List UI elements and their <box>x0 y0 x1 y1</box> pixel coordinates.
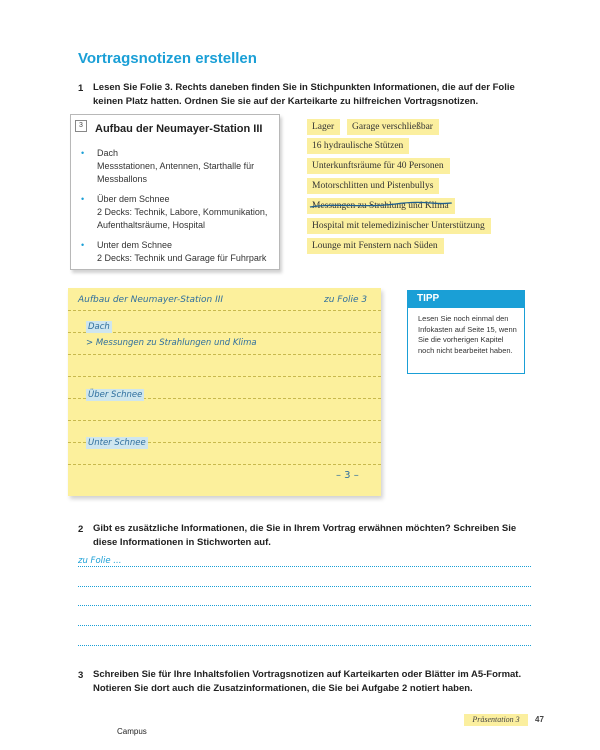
answer-line[interactable] <box>78 566 531 567</box>
task-3-number: 3 <box>78 670 84 681</box>
card-line <box>68 310 381 311</box>
task-2-text: Gibt es zusätzliche Informationen, die Sie in Ihrem Vortrag erwähnen möchten? Schreiben Sie diese Informationen in Stichworten auf. <box>93 523 517 548</box>
card-line <box>68 354 381 355</box>
info-tag-crossed <box>307 198 455 214</box>
info-tag: Garage verschließbar <box>347 119 439 135</box>
card-slide-ref: zu Folie 3 <box>324 295 368 305</box>
card-line <box>68 420 381 421</box>
answer-prefix: zu Folie ... <box>78 556 122 566</box>
bullet-icon: • <box>81 148 85 158</box>
card-page-mark: – 3 – <box>336 470 359 481</box>
card-line <box>68 332 381 333</box>
slide-item-head: Unter dem Schnee <box>97 240 173 250</box>
task-1-text: Lesen Sie Folie 3. Rechts daneben finden Sie in Stichpunkten Informationen, die auf der Folie keinen Platz hatten. Ordnen Sie sie auf der Karteikarte zu hilfreichen Vortragsnotizen. <box>93 82 515 107</box>
note-text: Über Schnee <box>88 390 143 400</box>
page-number: 47 <box>535 715 544 724</box>
slide-item-detail: 2 Decks: Technik, Labore, Kommunikation, Aufenthaltsräume, Hospital <box>97 207 268 230</box>
bullet-icon: • <box>81 240 85 250</box>
info-tag-text: Messungen zu Strahlung und Klima <box>312 201 449 211</box>
card-note: > Messungen zu Strahlungen und Klima <box>86 338 257 348</box>
slide-title: Aufbau der Neumayer-Station III <box>95 123 263 135</box>
card-title: Aufbau der Neumayer-Station III <box>78 295 224 305</box>
answer-line[interactable] <box>78 625 531 626</box>
note-text: Dach <box>88 322 110 332</box>
task-2-number: 2 <box>78 524 84 535</box>
info-tag: Lounge mit Fenstern nach Süden <box>307 238 444 254</box>
slide-item-head: Über dem Schnee <box>97 194 170 204</box>
info-tag: Unterkunftsräume für 40 Personen <box>307 158 450 174</box>
answer-line[interactable] <box>78 605 531 606</box>
tipp-title: TIPP <box>407 290 525 308</box>
slide-item-detail: Messstationen, Antennen, Starthalle für Messballons <box>97 161 255 184</box>
task-3-text: Schreiben Sie für Ihre Inhaltsfolien Vortragsnotizen auf Karteikarten oder Blätter im A5-Format. Notieren Sie dort auch die Zusatzinformationen, die Sie bei Aufgabe 2 notiert haben. <box>93 669 522 694</box>
index-card <box>68 288 381 496</box>
card-note-head <box>86 390 144 400</box>
answer-line[interactable] <box>78 586 531 587</box>
tipp-text: Lesen Sie noch einmal den Infokasten auf Seite 15, wenn Sie die vorherigen Kapitel noch nicht bearbeitet haben. <box>407 308 525 374</box>
section-title: Vortragsnotizen erstellen <box>78 50 257 67</box>
card-note-head <box>86 438 148 448</box>
footer-section: Präsentation 3 <box>464 714 528 726</box>
slide-preview <box>70 114 280 270</box>
card-note-head <box>86 322 112 332</box>
card-line <box>68 464 381 465</box>
info-tag: Lager <box>307 119 340 135</box>
info-tag: 16 hydraulische Stützen <box>307 138 409 154</box>
publisher-label: Campus <box>117 727 147 736</box>
task-1-number: 1 <box>78 83 84 94</box>
slide-item-detail: 2 Decks: Technik und Garage für Fuhrpark <box>97 253 267 263</box>
info-tag: Motorschlitten und Pistenbullys <box>307 178 439 194</box>
answer-line[interactable] <box>78 645 531 646</box>
slide-number: 3 <box>75 120 87 132</box>
slide-item-head: Dach <box>97 148 119 158</box>
note-text: Unter Schnee <box>88 438 146 448</box>
slide-item-unter-schnee <box>81 239 272 265</box>
slide-item-ueber-schnee <box>81 193 272 232</box>
slide-item-dach <box>81 147 267 186</box>
bullet-icon: • <box>81 194 85 204</box>
card-line <box>68 376 381 377</box>
info-tag: Hospital mit telemedizinischer Unterstützung <box>307 218 491 234</box>
